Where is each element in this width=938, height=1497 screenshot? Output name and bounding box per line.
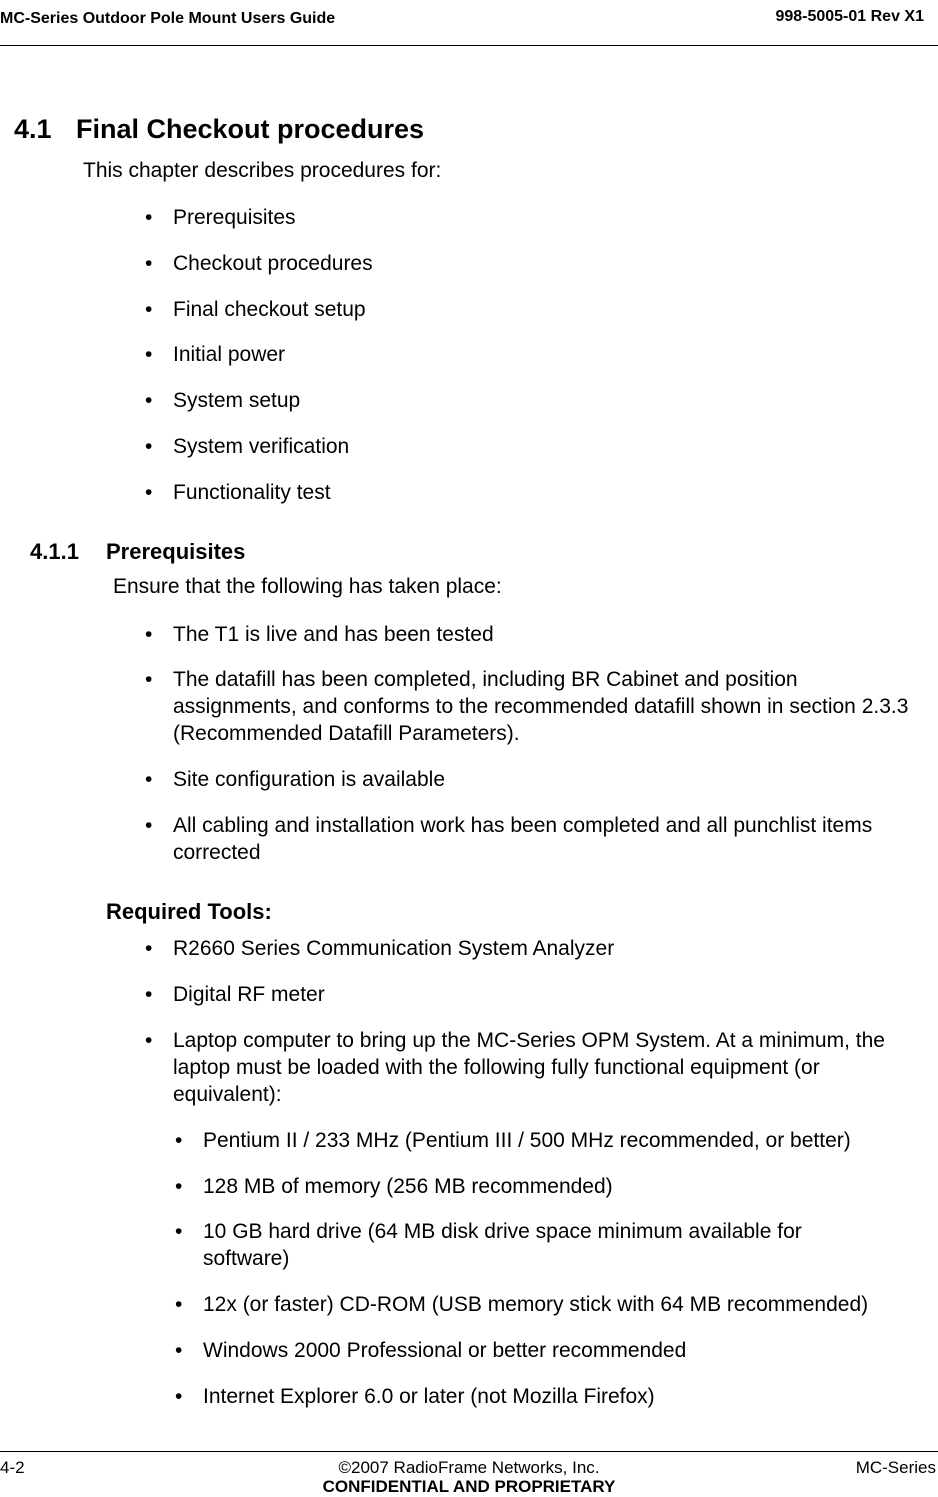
bullet-icon: • (145, 298, 153, 321)
bullet-icon: • (175, 1220, 183, 1243)
product-name: MC-Series (855, 1458, 936, 1477)
section-intro: This chapter describes procedures for: (83, 159, 442, 182)
bullet-icon: • (145, 814, 153, 837)
header-rule (0, 45, 938, 46)
subsection-intro: Ensure that the following has taken place: (113, 575, 502, 598)
confidential-notice: CONFIDENTIAL AND PROPRIETARY (322, 1477, 616, 1496)
subsection-title: Prerequisites (106, 539, 246, 564)
bullet-icon: • (145, 481, 153, 504)
bullet-icon: • (145, 206, 153, 229)
bullet-icon: • (145, 937, 153, 960)
copyright-notice: ©2007 RadioFrame Networks, Inc. (338, 1458, 600, 1477)
required-tools-heading: Required Tools: (106, 899, 272, 924)
footer-rule (0, 1451, 938, 1452)
bullet-icon: • (145, 389, 153, 412)
document-revision: 998-5005-01 Rev X1 (775, 8, 924, 25)
running-header-title: MC-Series Outdoor Pole Mount Users Guide (0, 10, 336, 27)
bullet-icon: • (145, 435, 153, 458)
bullet-icon: • (175, 1129, 183, 1152)
bullet-icon: • (145, 668, 153, 691)
bullet-icon: • (145, 623, 153, 646)
bullet-icon: • (145, 1029, 153, 1052)
bullet-icon: • (175, 1339, 183, 1362)
page-number: 4-2 (0, 1458, 25, 1477)
bullet-icon: • (175, 1175, 183, 1198)
bullet-icon: • (145, 768, 153, 791)
subsection-number: 4.1.1 (30, 539, 79, 564)
section-number: 4.1 (14, 114, 52, 144)
bullet-icon: • (145, 252, 153, 275)
bullet-icon: • (145, 343, 153, 366)
bullet-icon: • (145, 983, 153, 1006)
bullet-icon: • (175, 1385, 183, 1408)
bullet-icon: • (175, 1293, 183, 1316)
section-title: Final Checkout procedures (76, 114, 425, 144)
